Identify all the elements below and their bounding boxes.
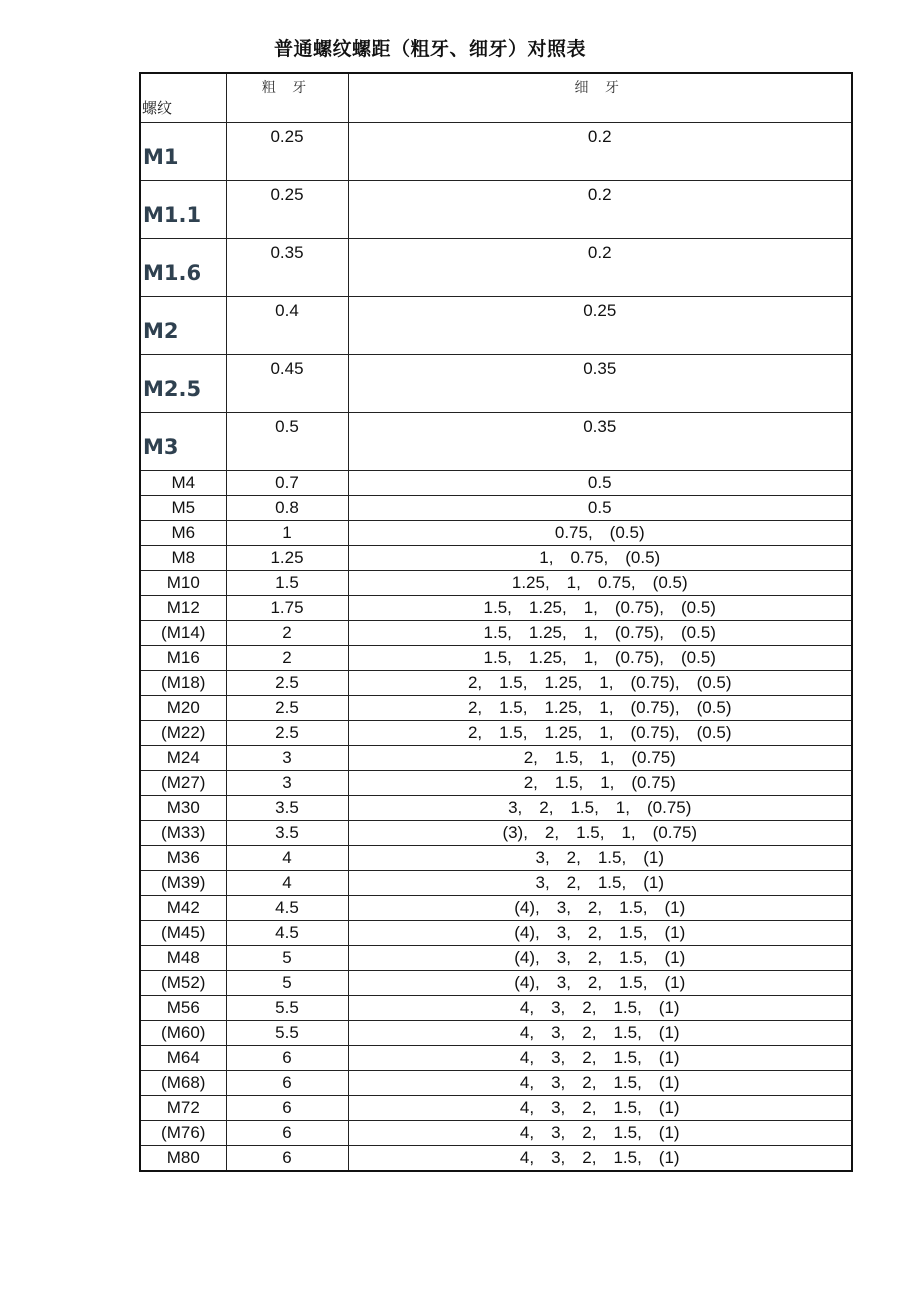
fine-pitch-cell: 4, 3, 2, 1.5, (1) (348, 1121, 852, 1146)
table-row (140, 746, 852, 771)
fine-pitch-cell: 2, 1.5, 1, (0.75) (348, 746, 852, 771)
thread-name-cell-text: M2 (143, 318, 179, 343)
fine-pitch-cell: 3, 2, 1.5, (1) (348, 871, 852, 896)
coarse-pitch-cell: 0.45 (226, 355, 348, 413)
coarse-pitch-cell: 2 (226, 621, 348, 646)
coarse-pitch-cell: 6 (226, 1121, 348, 1146)
thread-name-cell-text: M2.5 (143, 376, 202, 401)
table-row (140, 946, 852, 971)
fine-pitch-cell: (4), 3, 2, 1.5, (1) (348, 971, 852, 996)
thread-name-cell-text: M1.1 (143, 202, 202, 227)
coarse-pitch-cell: 0.25 (226, 123, 348, 181)
table-row (140, 971, 852, 996)
thread-name-cell: M20 (140, 696, 226, 721)
fine-pitch-cell: (3), 2, 1.5, 1, (0.75) (348, 821, 852, 846)
fine-pitch-cell: 0.25 (348, 297, 852, 355)
coarse-pitch-cell: 0.25 (226, 181, 348, 239)
table-row (140, 896, 852, 921)
fine-pitch-cell: 0.35 (348, 355, 852, 413)
header-fine (348, 73, 852, 123)
table-row (140, 846, 852, 871)
table-row (140, 1021, 852, 1046)
header-thread (140, 73, 226, 123)
thread-name-cell: M24 (140, 746, 226, 771)
coarse-pitch-cell: 6 (226, 1071, 348, 1096)
fine-pitch-cell: 4, 3, 2, 1.5, (1) (348, 996, 852, 1021)
table-row (140, 821, 852, 846)
table-row (140, 621, 852, 646)
thread-name-cell: M10 (140, 571, 226, 596)
thread-name-cell: (M14) (140, 621, 226, 646)
thread-name-cell: M64 (140, 1046, 226, 1071)
coarse-pitch-cell: 0.35 (226, 239, 348, 297)
thread-name-cell: M12 (140, 596, 226, 621)
thread-name-cell: (M76) (140, 1121, 226, 1146)
thread-name-cell-text: M3 (143, 434, 179, 459)
header-row (140, 73, 852, 123)
table-row (140, 796, 852, 821)
thread-name-cell: M30 (140, 796, 226, 821)
coarse-pitch-cell: 1.5 (226, 571, 348, 596)
coarse-pitch-cell: 1.75 (226, 596, 348, 621)
fine-pitch-cell: 4, 3, 2, 1.5, (1) (348, 1046, 852, 1071)
fine-pitch-cell: 0.5 (348, 496, 852, 521)
coarse-pitch-cell: 3 (226, 771, 348, 796)
coarse-pitch-cell: 2 (226, 646, 348, 671)
coarse-pitch-cell: 6 (226, 1146, 348, 1172)
thread-name-cell: M48 (140, 946, 226, 971)
fine-pitch-cell: 1.25, 1, 0.75, (0.5) (348, 571, 852, 596)
table-row (140, 181, 852, 239)
thread-name-cell: (M45) (140, 921, 226, 946)
fine-pitch-cell: 0.2 (348, 123, 852, 181)
table-row (140, 696, 852, 721)
header-thread-label: 螺纹 (142, 99, 173, 117)
fine-pitch-cell: 1.5, 1.25, 1, (0.75), (0.5) (348, 621, 852, 646)
fine-pitch-cell: 1.5, 1.25, 1, (0.75), (0.5) (348, 596, 852, 621)
table-body (140, 73, 852, 1171)
coarse-pitch-cell: 2.5 (226, 671, 348, 696)
thread-name-cell-text: M1 (143, 144, 179, 169)
thread-name-cell: M5 (140, 496, 226, 521)
thread-name-cell: M80 (140, 1146, 226, 1172)
thread-name-cell (140, 355, 226, 413)
fine-pitch-cell: 0.35 (348, 413, 852, 471)
fine-pitch-cell: 3, 2, 1.5, 1, (0.75) (348, 796, 852, 821)
header-fine-label: 细 牙 (574, 80, 625, 96)
coarse-pitch-cell: 4 (226, 846, 348, 871)
thread-name-cell: (M68) (140, 1071, 226, 1096)
fine-pitch-cell: 2, 1.5, 1, (0.75) (348, 771, 852, 796)
fine-pitch-cell: 4, 3, 2, 1.5, (1) (348, 1021, 852, 1046)
coarse-pitch-cell: 3 (226, 746, 348, 771)
thread-name-cell: M36 (140, 846, 226, 871)
table-row (140, 413, 852, 471)
coarse-pitch-cell: 5 (226, 971, 348, 996)
thread-name-cell: (M52) (140, 971, 226, 996)
thread-name-cell: (M39) (140, 871, 226, 896)
coarse-pitch-cell: 0.7 (226, 471, 348, 496)
fine-pitch-cell: 2, 1.5, 1.25, 1, (0.75), (0.5) (348, 721, 852, 746)
coarse-pitch-cell: 2.5 (226, 721, 348, 746)
thread-name-cell: M16 (140, 646, 226, 671)
fine-pitch-cell: (4), 3, 2, 1.5, (1) (348, 921, 852, 946)
thread-name-cell: M8 (140, 546, 226, 571)
thread-name-cell: (M22) (140, 721, 226, 746)
thread-name-cell (140, 413, 226, 471)
coarse-pitch-cell: 0.4 (226, 297, 348, 355)
table-row (140, 921, 852, 946)
fine-pitch-cell: 4, 3, 2, 1.5, (1) (348, 1096, 852, 1121)
fine-pitch-cell: 0.75, (0.5) (348, 521, 852, 546)
table-row (140, 355, 852, 413)
table-row (140, 571, 852, 596)
fine-pitch-cell: 3, 2, 1.5, (1) (348, 846, 852, 871)
thread-pitch-table (139, 72, 853, 1172)
thread-name-cell (140, 123, 226, 181)
table-row (140, 496, 852, 521)
table-row (140, 123, 852, 181)
fine-pitch-cell: (4), 3, 2, 1.5, (1) (348, 896, 852, 921)
thread-name-cell: M4 (140, 471, 226, 496)
thread-name-cell: (M33) (140, 821, 226, 846)
coarse-pitch-cell: 0.5 (226, 413, 348, 471)
table-row (140, 996, 852, 1021)
fine-pitch-cell: 1.5, 1.25, 1, (0.75), (0.5) (348, 646, 852, 671)
thread-name-cell: (M27) (140, 771, 226, 796)
coarse-pitch-cell: 5 (226, 946, 348, 971)
coarse-pitch-cell: 4 (226, 871, 348, 896)
coarse-pitch-cell: 3.5 (226, 821, 348, 846)
table-row (140, 297, 852, 355)
fine-pitch-cell: (4), 3, 2, 1.5, (1) (348, 946, 852, 971)
table-row (140, 1121, 852, 1146)
coarse-pitch-cell: 5.5 (226, 996, 348, 1021)
fine-pitch-cell: 1, 0.75, (0.5) (348, 546, 852, 571)
coarse-pitch-cell: 5.5 (226, 1021, 348, 1046)
coarse-pitch-cell: 1 (226, 521, 348, 546)
thread-name-cell: (M60) (140, 1021, 226, 1046)
table-row (140, 1096, 852, 1121)
coarse-pitch-cell: 3.5 (226, 796, 348, 821)
fine-pitch-cell: 4, 3, 2, 1.5, (1) (348, 1146, 852, 1172)
header-coarse-label: 粗 牙 (261, 80, 313, 96)
table-row (140, 721, 852, 746)
table-row (140, 596, 852, 621)
fine-pitch-cell: 2, 1.5, 1.25, 1, (0.75), (0.5) (348, 696, 852, 721)
fine-pitch-cell: 4, 3, 2, 1.5, (1) (348, 1071, 852, 1096)
table-row (140, 671, 852, 696)
thread-name-cell: (M18) (140, 671, 226, 696)
fine-pitch-cell: 2, 1.5, 1.25, 1, (0.75), (0.5) (348, 671, 852, 696)
coarse-pitch-cell: 6 (226, 1096, 348, 1121)
thread-name-cell: M42 (140, 896, 226, 921)
table-row (140, 1071, 852, 1096)
page-title: 普通螺纹螺距（粗牙、细牙）对照表 (273, 38, 586, 60)
table-row (140, 471, 852, 496)
header-coarse (226, 73, 348, 123)
coarse-pitch-cell: 2.5 (226, 696, 348, 721)
coarse-pitch-cell: 0.8 (226, 496, 348, 521)
fine-pitch-cell: 0.5 (348, 471, 852, 496)
coarse-pitch-cell: 4.5 (226, 896, 348, 921)
table-row (140, 771, 852, 796)
fine-pitch-cell: 0.2 (348, 181, 852, 239)
thread-name-cell: M72 (140, 1096, 226, 1121)
table-row (140, 1146, 852, 1172)
thread-name-cell: M6 (140, 521, 226, 546)
fine-pitch-cell: 0.2 (348, 239, 852, 297)
table-row (140, 521, 852, 546)
table-row (140, 871, 852, 896)
thread-name-cell (140, 181, 226, 239)
table-row (140, 1046, 852, 1071)
coarse-pitch-cell: 6 (226, 1046, 348, 1071)
thread-name-cell (140, 239, 226, 297)
thread-name-cell (140, 297, 226, 355)
thread-name-cell-text: M1.6 (143, 260, 202, 285)
coarse-pitch-cell: 4.5 (226, 921, 348, 946)
table-row (140, 646, 852, 671)
table-row (140, 546, 852, 571)
coarse-pitch-cell: 1.25 (226, 546, 348, 571)
table-row (140, 239, 852, 297)
thread-name-cell: M56 (140, 996, 226, 1021)
